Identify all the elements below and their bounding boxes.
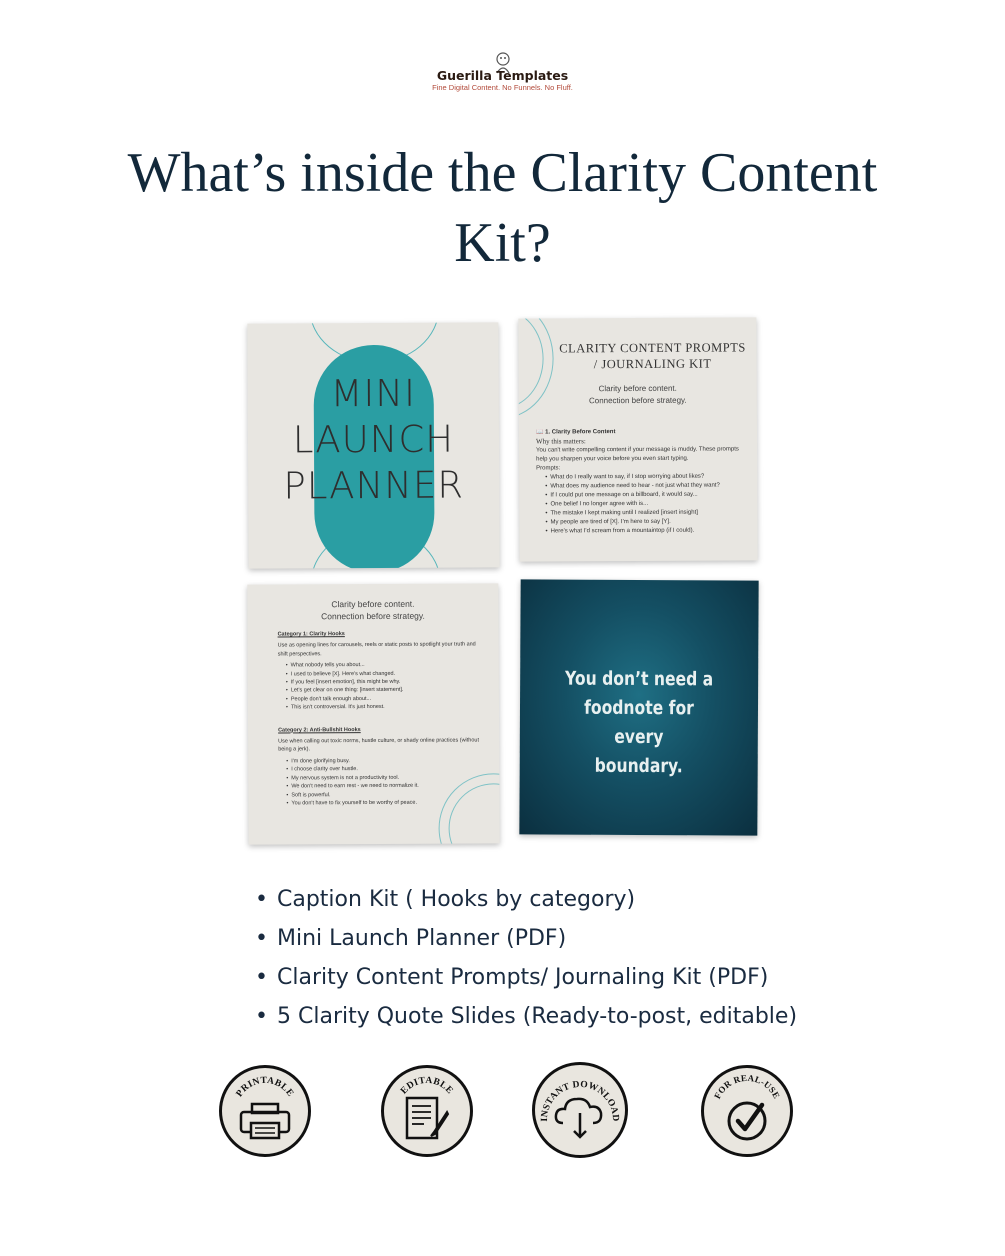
printer-icon [222, 1068, 308, 1154]
svg-text:INSTANT DOWNLOAD: INSTANT DOWNLOAD [539, 1079, 621, 1122]
feature-list [255, 880, 975, 1036]
svg-text:FOR REAL-USE: FOR REAL-USE [712, 1072, 782, 1101]
quote-text: You don’t need a foodnote for every boundary. [565, 667, 714, 778]
svg-text:EDITABLE: EDITABLE [399, 1075, 455, 1097]
list-item: • What nobody tells you about... [286, 661, 483, 670]
list-item: • Here's what I'd scream from a mountaintop (if I could). [545, 526, 751, 536]
prompts-card-title: CLARITY CONTENT PROMPTS / JOURNALING KIT [559, 340, 746, 372]
brand-name: Guerilla Templates [436, 68, 569, 83]
caption-card-body [278, 629, 484, 811]
list-item: • I used to believe [X]. Here's what changed. [286, 669, 483, 678]
category-1-list [278, 661, 483, 713]
feature-item: • 5 Clarity Quote Slides (Ready-to-post, editable) [255, 1004, 798, 1029]
list-item: • If I could put one message on a billboard, it would say... [545, 490, 751, 500]
list-item: • What does my audience need to hear - not just what they want? [545, 481, 751, 491]
feature-item: • Mini Launch Planner (PDF) [255, 926, 567, 951]
cloud-download-icon [535, 1065, 625, 1155]
list-item: • People don't talk enough about... [286, 694, 483, 703]
list-item: • If you feel [insert emotion], this might be why. [286, 677, 483, 686]
clarity-prompts-preview [518, 317, 757, 561]
feature-item: • Clarity Content Prompts/ Journaling Kit (PDF) [255, 965, 769, 990]
list-item: • My nervous system is not a productivity tool. [286, 773, 483, 782]
list-item: • This isn't controversial. It's just honest. [286, 703, 483, 712]
category-2-intro: Use when calling out toxic norms, hustle culture, or shady online practices (without being a jerk). [278, 737, 480, 753]
for-real-use-badge [701, 1065, 793, 1157]
svg-text:PRINTABLE: PRINTABLE [234, 1075, 296, 1099]
printable-badge [219, 1065, 311, 1157]
brand-tagline: Fine Digital Content. No Funnels. No Fluff. [432, 83, 573, 92]
list-item: • You don't have to fix yourself to be worthy of peace. [286, 798, 483, 807]
list-item: • Let's get clear on one thing: [insert statement]. [286, 686, 483, 695]
list-item: • Soft is powerful. [286, 790, 483, 799]
document-pencil-icon [384, 1068, 470, 1154]
category-2-heading: Category 2: Anti-Bullshit Hooks [278, 726, 361, 734]
list-item: • I choose clarity over hustle. [286, 765, 483, 774]
prompts-label: Prompts: [536, 465, 561, 472]
prompts-list [536, 472, 751, 536]
caption-card-subtitle: Clarity before content. Connection before strategy. [321, 598, 425, 622]
why-label: Why this matters: [535, 437, 586, 446]
list-item: • I'm done glorifying busy. [286, 756, 483, 765]
list-item: • My people are tired of [X]. I'm here to say [Y]. [545, 517, 751, 527]
checkmark-icon [704, 1068, 790, 1154]
quote-slide-preview [519, 579, 758, 835]
mini-launch-planner-cover [247, 322, 499, 568]
page-title: What’s inside the Clarity Content Kit? [127, 142, 878, 274]
list-item: • One belief I no longer agree with is... [545, 499, 751, 509]
category-2-list [278, 756, 483, 808]
editable-badge [381, 1065, 473, 1157]
feature-item: • Caption Kit ( Hooks by category) [255, 887, 636, 912]
why-text: You can't write compelling content if your message is muddy. These prompts help you sharpen your voice before you even start typing. [536, 446, 739, 463]
list-item: • What do I really want to say, if I stop worrying about likes? [545, 472, 751, 482]
prompts-section-heading: 📖 1. Clarity Before Content [535, 429, 616, 436]
category-1-intro: Use as opening lines for carousels, reels or static posts to spotlight your truth and shift perspectives. [277, 641, 476, 658]
prompts-card-body [536, 427, 752, 536]
list-item: • The mistake I kept making until I realized [insert insight] [545, 508, 751, 518]
caption-kit-preview [247, 583, 499, 844]
instant-download-badge [532, 1062, 628, 1158]
prompts-card-subtitle: Clarity before content. Connection before strategy. [588, 383, 687, 406]
mini-launch-planner-title: MINI LAUNCH PLANNER [283, 371, 465, 508]
category-1-heading: Category 1: Clarity Hooks [277, 631, 345, 638]
list-item: • We don't need to earn rest - we need to normalize it. [286, 782, 483, 791]
